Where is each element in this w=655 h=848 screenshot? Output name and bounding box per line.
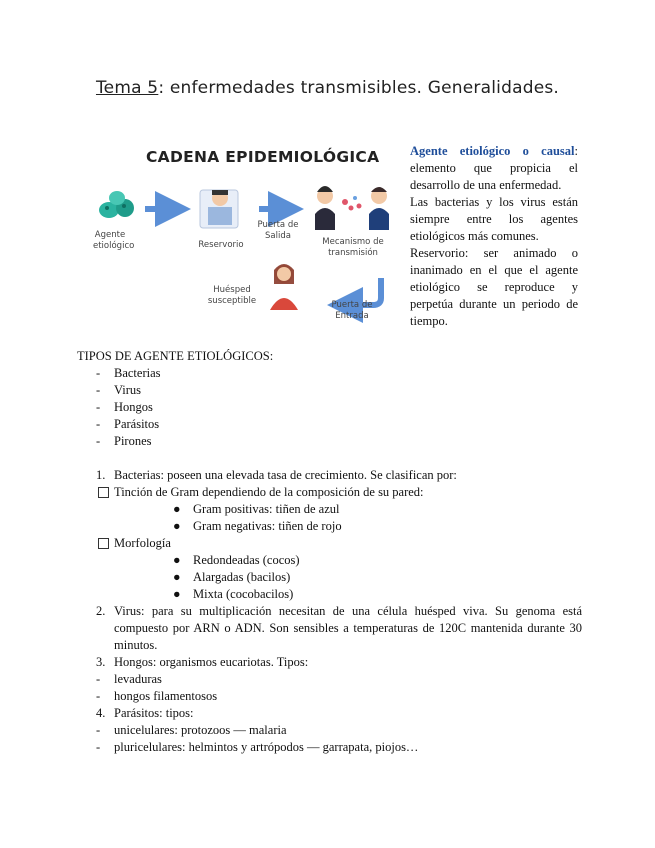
hongos-item: 3. Hongos: organismos eucariotas. Tipos: xyxy=(96,655,309,669)
parasitos-item: 4. Parásitos: tipos: xyxy=(96,706,194,720)
virus-item: 2. Virus: para su multiplicación necesitan de una célula huésped viva. Su genoma está compuesto por ARN o ADN. Son sensibles a temperaturas de 120C mantenida durante 30 minutos. xyxy=(96,604,582,652)
agente-def: : elemento que propicia el desarrollo de una enfermedad. xyxy=(410,144,578,192)
label-huesped: Huésped susceptible xyxy=(207,285,257,306)
title-prefix: Tema 5 xyxy=(95,78,159,98)
list-item: ● Alargadas (bacilos) xyxy=(173,570,291,584)
bacteria-icon xyxy=(99,191,134,218)
definitions-column xyxy=(410,143,578,330)
agente-term: Agente etiológico o causal xyxy=(410,144,575,158)
list-item: - hongos filamentosos xyxy=(96,689,218,703)
susceptible-host-icon xyxy=(270,264,298,310)
label-puerta-salida: Puerta de Salida xyxy=(257,220,299,241)
checkbox-icon xyxy=(98,538,109,549)
label-reservorio: Reservorio xyxy=(198,240,244,250)
list-item: - Hongos xyxy=(96,400,153,414)
label-mecanismo: Mecanismo de transmisión xyxy=(322,237,384,258)
list-item: - levaduras xyxy=(96,672,162,686)
list-item: ● Gram positivas: tiñen de azul xyxy=(173,502,340,516)
bacterias-item: 1. Bacterias: poseen una elevada tasa de crecimiento. Se clasifican por: xyxy=(96,468,457,482)
main-content xyxy=(77,348,582,756)
list-item: - Pirones xyxy=(96,434,152,448)
reservoir-person-icon xyxy=(200,190,238,228)
page-title xyxy=(0,78,655,98)
tincion-item: Tinción de Gram dependiendo de la composición de su pared: xyxy=(77,484,582,501)
label-agente: Agente etiológico xyxy=(93,230,135,251)
list-item: - Parásitos xyxy=(96,417,160,431)
reservorio-definition: Reservorio: ser animado o inanimado en el que el agente etiológico se reproduce y perpetúa durante un periodo de tiempo. xyxy=(410,246,578,328)
epidemiological-chain-diagram xyxy=(93,140,398,335)
diagram-heading: CADENA EPIDEMIOLÓGICA xyxy=(146,148,380,166)
list-item: - pluricelulares: helmintos y artrópodos — garrapata, piojos… xyxy=(96,740,419,754)
agente-definition xyxy=(410,143,578,194)
transmission-people-icon xyxy=(315,186,389,230)
label-puerta-entrada: Puerta de Entrada xyxy=(331,300,373,321)
bacterias-virus-line: Las bacterias y los virus están siempre entre los agentes etiológicos más comunes. xyxy=(410,195,578,243)
list-item: - unicelulares: protozoos — malaria xyxy=(96,723,287,737)
list-item: ● Gram negativas: tiñen de rojo xyxy=(173,519,342,533)
morfologia-item: Morfología xyxy=(77,535,582,552)
list-item: ● Redondeadas (cocos) xyxy=(173,553,300,567)
list-item: ● Mixta (cocobacilos) xyxy=(173,587,294,601)
tipos-heading: TIPOS DE AGENTE ETIOLÓGICOS: xyxy=(77,349,274,363)
list-item: - Bacterias xyxy=(96,366,161,380)
title-rest: : enfermedades transmisibles. Generalidades. xyxy=(158,78,560,98)
list-item: - Virus xyxy=(96,383,142,397)
checkbox-icon xyxy=(98,487,109,498)
